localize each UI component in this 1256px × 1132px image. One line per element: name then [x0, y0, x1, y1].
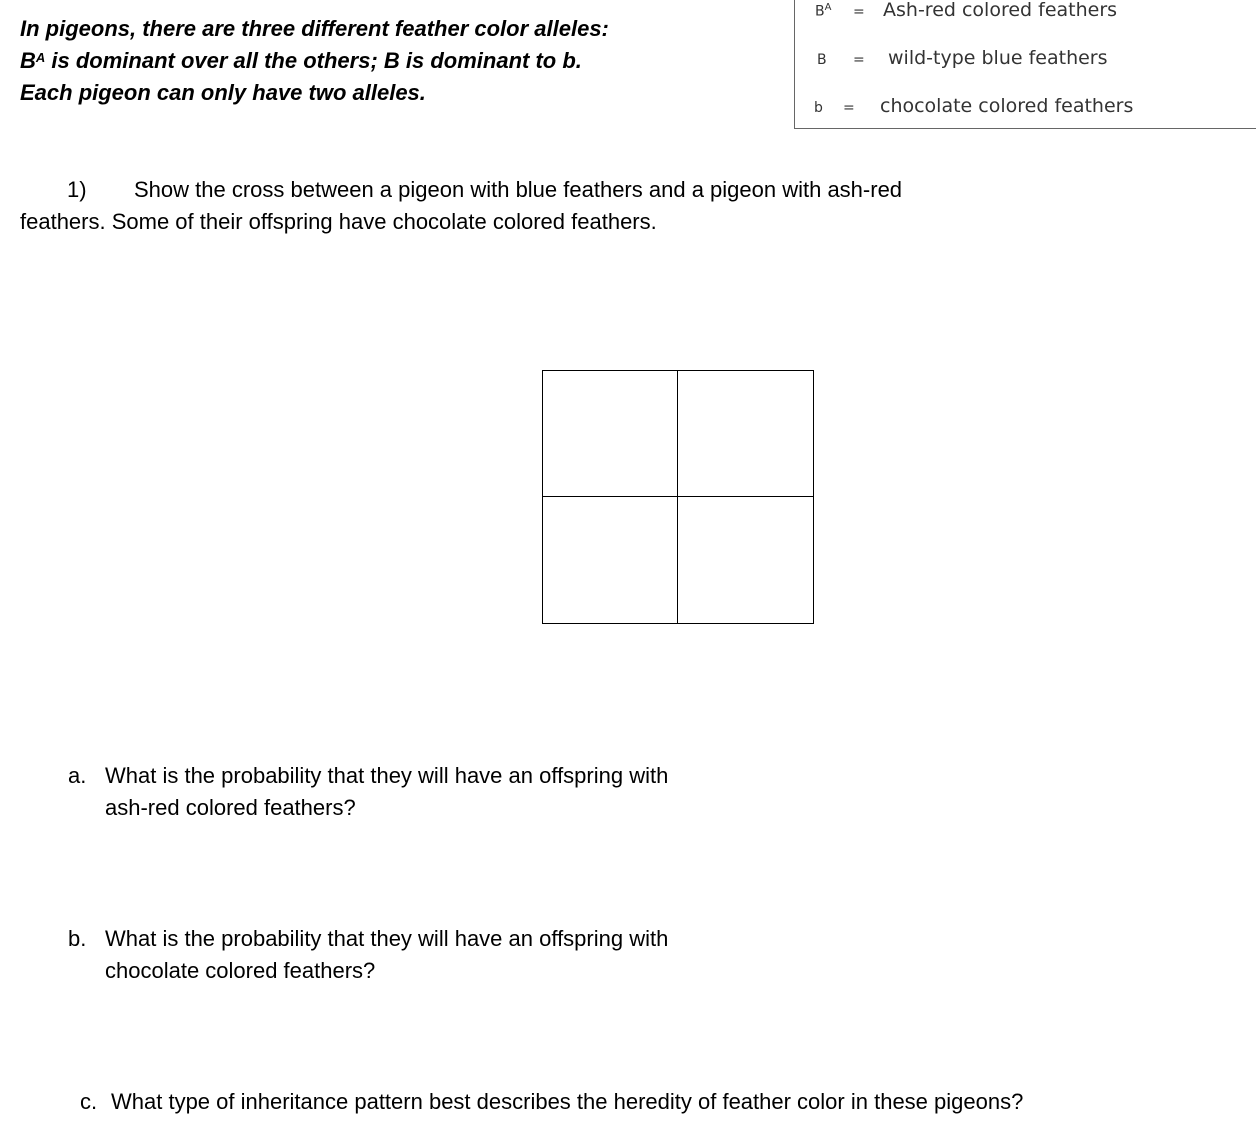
key-row-ash-red: [815, 0, 1117, 21]
question-b-line-2: chocolate colored feathers?: [105, 958, 376, 983]
intro-line-2: [20, 45, 609, 77]
question-letter: c.: [80, 1089, 98, 1114]
question-a-line-1: What is the probability that they will have an offspring with: [105, 763, 669, 788]
key-row-chocolate: [814, 95, 1133, 117]
key-symbol: B: [817, 52, 827, 68]
question-1: [20, 174, 1020, 238]
key-equals: =: [853, 4, 865, 20]
allele-superscript: A: [35, 50, 46, 65]
key-description: wild-type blue feathers: [888, 47, 1108, 69]
intro-text: [20, 13, 609, 109]
question-c-line-1: What type of inheritance pattern best describes the heredity of feather color in these pigeons?: [111, 1089, 1024, 1114]
key-row-blue: [817, 47, 1108, 69]
dominance-text: is dominant over all the others; B is dominant to b.: [45, 48, 582, 73]
key-equals: =: [843, 100, 855, 116]
question-a-line-2: ash-red colored feathers?: [105, 795, 356, 820]
question-a: [68, 760, 668, 824]
key-symbol: $B^A$: [815, 2, 832, 20]
question-1-line-1: [20, 174, 1020, 206]
key-symbol: b: [814, 100, 823, 116]
punnett-cell-top-right[interactable]: [678, 371, 813, 497]
punnett-square: [542, 370, 814, 624]
question-b: [68, 923, 668, 987]
key-description: Ash-red colored feathers: [883, 0, 1118, 21]
question-1-text: Show the cross between a pigeon with blue feathers and a pigeon with ash-red: [134, 177, 903, 202]
question-letter: b.: [68, 926, 87, 951]
key-description: chocolate colored feathers: [880, 95, 1134, 117]
question-letter: a.: [68, 763, 87, 788]
question-c: [80, 1086, 1023, 1118]
question-number: 1): [67, 177, 87, 202]
intro-line-1: In pigeons, there are three different feather color alleles:: [20, 16, 609, 41]
punnett-cell-bottom-right[interactable]: [678, 497, 813, 623]
allele-key-box: [794, 0, 1256, 129]
question-1-line-2: feathers. Some of their offspring have chocolate colored feathers.: [20, 209, 657, 234]
question-b-line-1: What is the probability that they will have an offspring with: [105, 926, 669, 951]
punnett-cell-bottom-left[interactable]: [543, 497, 678, 623]
intro-line-3: Each pigeon can only have two alleles.: [20, 80, 426, 105]
key-equals: =: [853, 52, 865, 68]
allele-symbol: B: [20, 48, 36, 73]
punnett-cell-top-left[interactable]: [543, 371, 678, 497]
